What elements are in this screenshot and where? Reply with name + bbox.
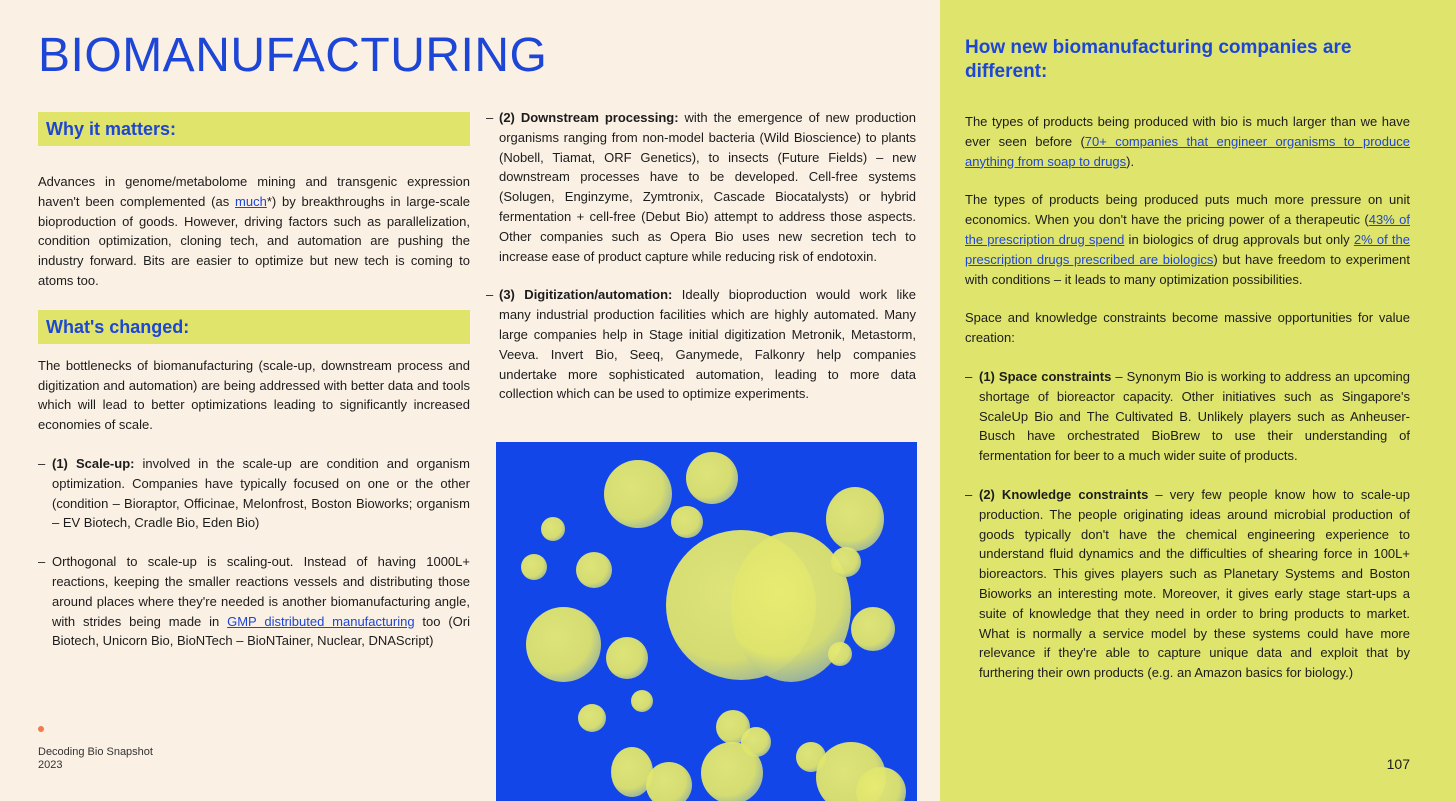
bubble [521, 554, 547, 580]
bubble [851, 607, 895, 651]
whats-changed-text: The bottlenecks of biomanufacturing (scale-up, downstream process and digitization and automation) are being addressed with better data and tools which will lead to better optimizations leading to significantly increased economies of scale. [38, 357, 470, 433]
prescription-spend-link[interactable]: 43% of the prescription drug spend [965, 212, 1410, 247]
bubble [541, 517, 565, 541]
downstream-processing-bullet: – (2) Downstream processing: with the emergence of new production organisms ranging from non-model bacteria (Wild Bioscience) to plants (Nobell, Tiamat, ORF Genetics), to insects (Future Fields) – new downstream processes have to be developed. Cell-free systems (Solugen, Enginzyme, Zymtronix, Cascade Biocatalysts) or hybrid fermentation + cell-free (Debut Bio) attempt to address those aspects. Other companies such as Opera Bio uses new secretion tech to increase ease of product capture while reducing risk of endotoxin. [486, 108, 916, 266]
middle-column [486, 108, 916, 404]
why-it-matters-text: Advances in genome/metabolome mining and transgenic expression haven't been complemented (as much*) by breakthroughs in large-scale bioproduction of goods. However, driving factors such as parallelization, condition optimization, cloning tech, and automation are pushing the industry forward. Bits are easier to optimize but new tech is coming to atoms too. [38, 174, 470, 288]
digitization-automation-bullet: – (3) Digitization/automation: Ideally bioproduction would work like many industrial production facilities which are highly automated. Many large companies help in Stage initial digitization Metronik, Metastorm, Veeva. Invert Bio, Seeq, Ganymede, Falkonry help companies undertake more sophisticated automation, leading to more data collection which can be used to optimize experiments. [486, 285, 916, 404]
unit-economics-paragraph: The types of products being produced puts much more pressure on unit economics. When you don't have the pricing power of a therapeutic (43% of the prescription drug spend in biologics of drug approvals but only 2% of the prescription drugs prescribed are biologics) but have freedom to experiment with conditions – it leads to many optimization possibilities. [965, 192, 1410, 287]
bubble [604, 460, 672, 528]
right-column-heading: How new biomanufacturing companies are different: [965, 37, 1352, 82]
footer-dot [38, 726, 44, 732]
constraints-intro-paragraph: Space and knowledge constraints become massive opportunities for value creation: [965, 310, 1410, 346]
engineer-organisms-link[interactable]: 70+ companies that engineer organisms to produce anything from soap to drugs [965, 133, 1410, 169]
right-column [965, 36, 1410, 683]
bubble [701, 742, 763, 801]
scale-out-bullet: – Orthogonal to scale-up is scaling-out. Instead of having 1000L+ reactions, keeping the smaller reactions vessels and distributing those around places where they're needed is another biomanufacturing angle, with strides being made in GMP distributed manufacturing too (Ori Biotech, Unicorn Bio, BioNTech – BioNTainer, Nuclear, DNAScript) [38, 552, 470, 651]
bubble [631, 690, 653, 712]
halftone-bubbles-image [496, 442, 917, 801]
much-link[interactable]: much [235, 193, 267, 209]
left-column [38, 112, 470, 651]
footer [38, 746, 153, 772]
footer-publication: Decoding Bio Snapshot [38, 746, 153, 758]
whats-changed-heading: What's changed: [38, 310, 470, 344]
bubble [828, 642, 852, 666]
knowledge-constraints-bullet: – (2) Knowledge constraints – very few people know how to scale-up production. The people originating ideas around microbial production of goods typically don't have the chemical engineering experience to understand fluid dynamics and the difficulties of shearing force in 100L+ bioreactors. This gives players such as Planetary Systems and Boston Bioworks an interesting mote. Moreover, it gives early stage start-ups a suite of knowledge that they need in order to bring products to market. What is normally a service model by these systems could have more relevance if they're able to capture unique data and exploit that by furthering their own products (e.g. an Amazon basics for biology.) [965, 485, 1410, 683]
gmp-distributed-manufacturing-link[interactable]: GMP distributed manufacturing [227, 613, 415, 629]
bubble [686, 452, 738, 504]
why-it-matters-heading: Why it matters: [38, 112, 470, 146]
scale-up-bullet: – (1) Scale-up: involved in the scale-up are condition and organism optimization. Companies have typically focused on one or the other (condition – Bioraptor, Officinae, Melonfrost, Boston Bioworks; organism – EV Biotech, Cradle Bio, Eden Bio) [38, 454, 470, 533]
page-title: BIOMANUFACTURING [38, 29, 548, 82]
bubble [646, 762, 692, 801]
bubble [526, 607, 601, 682]
bubble [826, 487, 884, 551]
page-number: 107 [1386, 756, 1410, 772]
bubble [576, 552, 612, 588]
bubble [671, 506, 703, 538]
space-constraints-bullet: – (1) Space constraints – Synonym Bio is working to address an upcoming shortage of bioreactor capacity. Other initiatives such as Singapore's ScaleUp Bio and The Cultivated B. Unlikely players such as Anheuser-Busch have orchestrated BioBrew to use their understanding of fermentation for beer to a much wider suite of products. [965, 367, 1410, 466]
bubble [606, 637, 648, 679]
bubble [578, 704, 606, 732]
biologics-prescribed-link[interactable]: 2% of the prescription drugs prescribed are biologics [965, 231, 1410, 267]
product-types-paragraph: The types of products being produced with bio is much larger than we have ever seen before (70+ companies that engineer organisms to produce anything from soap to drugs). [965, 114, 1410, 169]
footer-year: 2023 [38, 759, 63, 771]
bubble [831, 547, 861, 577]
